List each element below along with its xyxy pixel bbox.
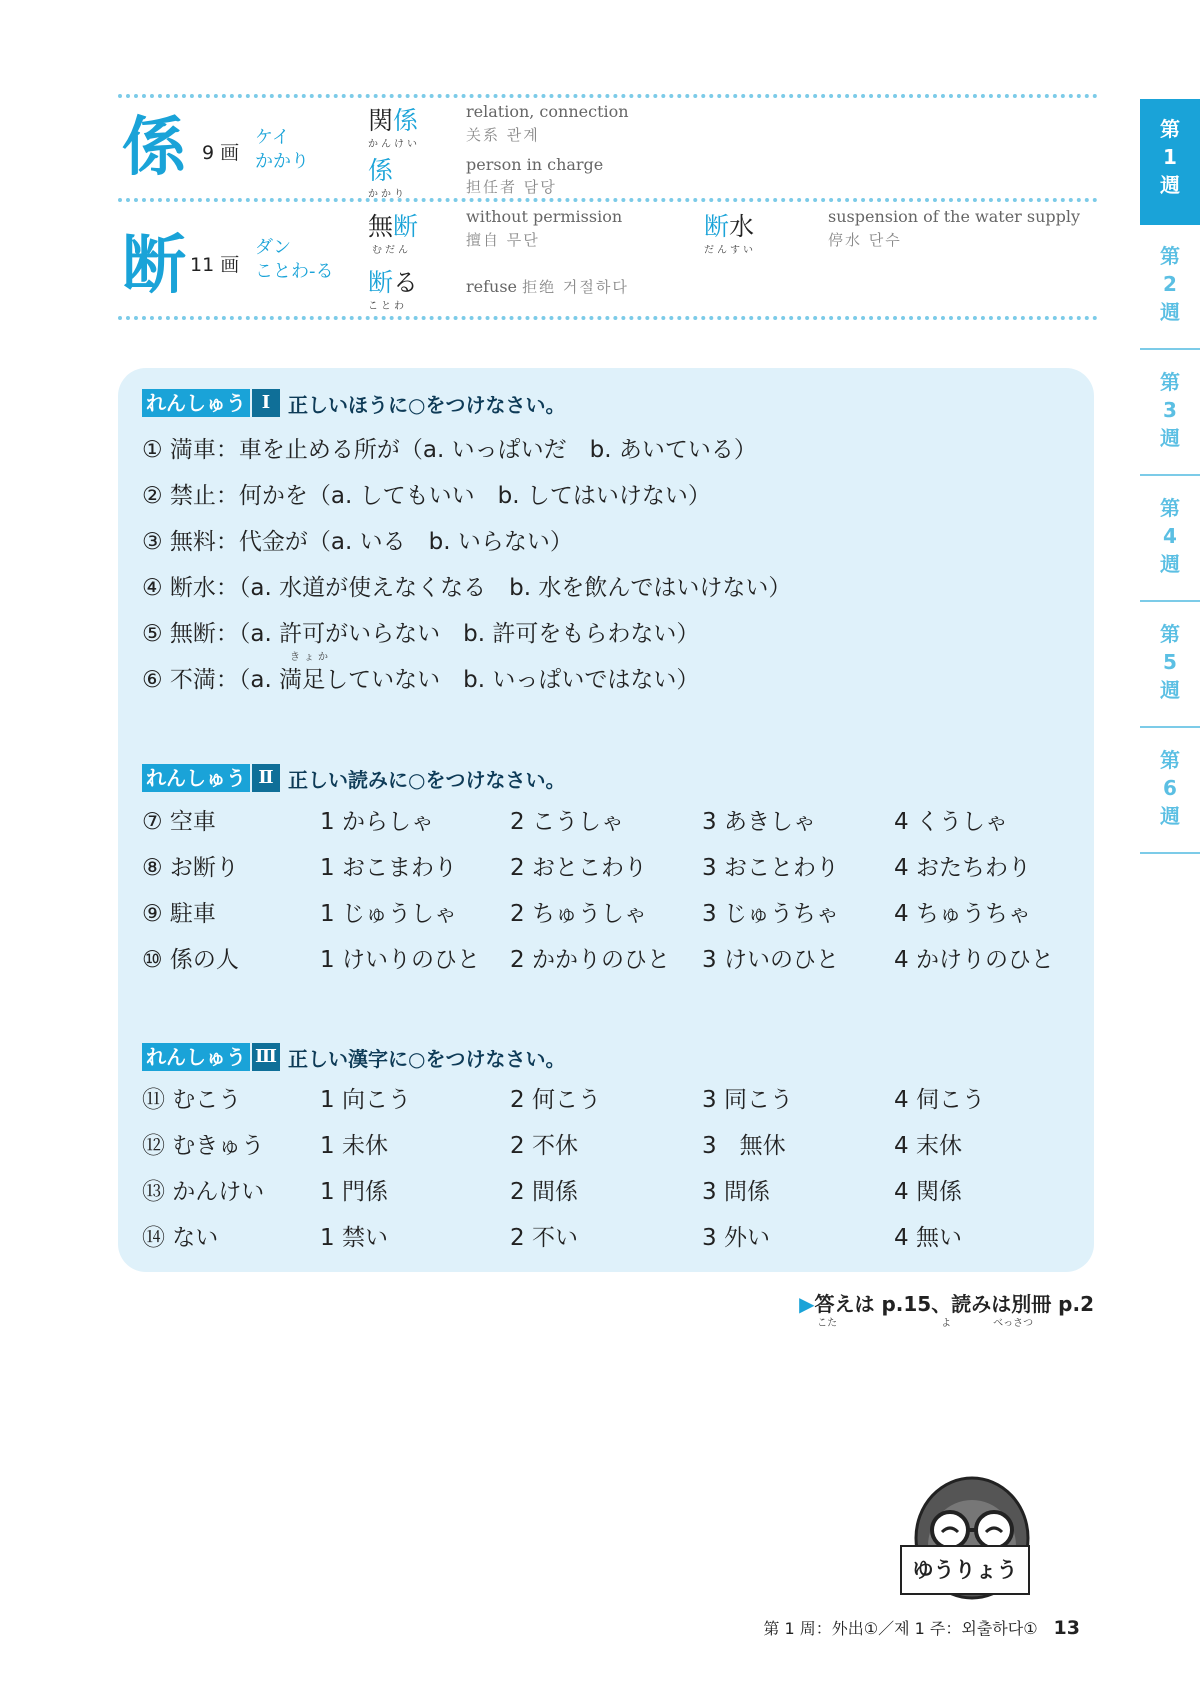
- vocab-english: refuse 拒绝 거절하다: [466, 277, 629, 296]
- question-item[interactable]: ① 満車：車を止める所が（a. いっぱいだ b. あいている）: [142, 437, 757, 463]
- question-row: [142, 1084, 1082, 1116]
- vocab-word: 係: [368, 156, 394, 185]
- vocab-word: 関係: [368, 106, 419, 135]
- answer-option[interactable]: 2 おとこわり: [510, 855, 647, 881]
- question-item[interactable]: ④ 断水：（a. 水道が使えなくなる b. 水を飲んではいけない）: [142, 575, 792, 601]
- answer-option[interactable]: 3 おことわり: [702, 855, 839, 881]
- answer-option[interactable]: 2 かかりのひと: [510, 947, 670, 973]
- question-row: [142, 852, 1082, 884]
- arrow-right-icon: ▶: [799, 1292, 815, 1316]
- answer-furigana: こた: [817, 1318, 838, 1329]
- kanji-char: 係: [122, 111, 186, 185]
- answer-option[interactable]: 1 じゅうしゃ: [320, 901, 457, 927]
- question-furigana: きょか: [290, 652, 332, 663]
- exercise-tag: れんしゅう: [142, 389, 250, 417]
- separator-middle: [118, 198, 1098, 202]
- answer-option[interactable]: 2 不休: [510, 1133, 578, 1159]
- answer-note-text: 答えは p.15、読みは別冊 p.2: [814, 1292, 1094, 1316]
- question-row: [142, 1222, 1082, 1254]
- question-label: ⑫ むきゅう: [142, 1133, 265, 1159]
- answer-option[interactable]: 2 間係: [510, 1179, 578, 1205]
- answer-option[interactable]: 2 不い: [510, 1225, 578, 1251]
- on-reading: ダン: [255, 237, 292, 258]
- tab-week-6[interactable]: 第 6 週: [1140, 730, 1200, 854]
- vocab-furigana: むだん: [372, 245, 411, 256]
- answer-option[interactable]: 4 かけりのひと: [894, 947, 1054, 973]
- answer-option[interactable]: 4 ちゅうちゃ: [894, 901, 1031, 927]
- exercise-1-header: [142, 388, 565, 418]
- answer-option[interactable]: 2 何こう: [510, 1087, 601, 1113]
- exercise-instruction: 正しいほうに○をつけなさい。: [288, 392, 566, 417]
- answer-note[interactable]: [799, 1288, 1094, 1329]
- exercise-number: Ⅱ: [252, 764, 280, 792]
- vocab-furigana: だんすい: [704, 245, 756, 256]
- vocab-word: 断る: [368, 268, 419, 297]
- vocab-english: person in charge: [466, 155, 604, 174]
- answer-option[interactable]: 2 こうしゃ: [510, 809, 624, 835]
- answer-furigana: よ: [941, 1318, 952, 1329]
- tab-week-3[interactable]: 第 3 週: [1140, 352, 1200, 476]
- question-label: ⑬ かんけい: [142, 1179, 265, 1205]
- vocab-chinese-korean: 担任者 담당: [466, 178, 557, 196]
- vocab-furigana: かかり: [368, 189, 407, 200]
- question-label: ⑦ 空車: [142, 809, 216, 835]
- question-row: [142, 1176, 1082, 1208]
- page-number: 13: [1053, 1617, 1080, 1639]
- answer-option[interactable]: 1 おこまわり: [320, 855, 457, 881]
- answer-option[interactable]: 2 ちゅうしゃ: [510, 901, 647, 927]
- question-label: ⑧ お断り: [142, 855, 239, 881]
- question-item[interactable]: ③ 無料：代金が（a. いる b. いらない）: [142, 529, 573, 555]
- answer-option[interactable]: 4 無い: [894, 1225, 962, 1251]
- vocab-english: relation, connection: [466, 102, 629, 121]
- question-label: ⑨ 駐車: [142, 901, 216, 927]
- answer-option[interactable]: 4 くうしゃ: [894, 809, 1008, 835]
- tab-week-2[interactable]: 第 2 週: [1140, 226, 1200, 350]
- tab-week-4[interactable]: 第 4 週: [1140, 478, 1200, 602]
- exercise-number: Ⅲ: [252, 1043, 280, 1071]
- question-item[interactable]: ⑤ 無断：（a. 許可がいらない b. 許可をもらわない）: [142, 621, 700, 647]
- answer-option[interactable]: 4 伺こう: [894, 1087, 985, 1113]
- kun-reading: ことわ-る: [255, 261, 334, 282]
- exercise-instruction: 正しい読みに○をつけなさい。: [288, 767, 566, 792]
- stroke-count: 9 画: [202, 142, 240, 164]
- vocab-english: suspension of the water supply: [828, 207, 1081, 226]
- exercise-instruction: 正しい漢字に○をつけなさい。: [288, 1046, 566, 1071]
- answer-option[interactable]: 4 関係: [894, 1179, 962, 1205]
- answer-option[interactable]: 3 同こう: [702, 1087, 793, 1113]
- kanji-readings: [255, 126, 309, 174]
- question-item[interactable]: ⑥ 不満：（a. 満足していない b. いっぱいではない）: [142, 667, 700, 693]
- exercise-tag: れんしゅう: [142, 1043, 250, 1071]
- vocab-furigana: ことわ: [368, 301, 407, 312]
- exercise-tag: れんしゅう: [142, 764, 250, 792]
- kun-reading: かかり: [255, 151, 309, 172]
- footer-text: 第 1 周：外出①／제 1 주：외출하다①: [763, 1619, 1038, 1638]
- exercise-2-header: [142, 763, 565, 793]
- vocab-furigana: かんけい: [368, 139, 420, 150]
- kanji-readings: [255, 236, 334, 284]
- answer-option[interactable]: 4 おたちわり: [894, 855, 1031, 881]
- question-row: [142, 944, 1082, 976]
- answer-option[interactable]: 4 末休: [894, 1133, 962, 1159]
- exercise-number: Ⅰ: [252, 389, 280, 417]
- question-item[interactable]: ② 禁止：何かを（a. してもいい b. してはいけない）: [142, 483, 711, 509]
- answer-option[interactable]: 3 無休: [702, 1133, 786, 1159]
- answer-option[interactable]: 3 外い: [702, 1225, 770, 1251]
- vocab-word: 断水: [704, 212, 755, 241]
- answer-option[interactable]: 3 問係: [702, 1179, 770, 1205]
- answer-furigana: べっさつ: [993, 1318, 1034, 1329]
- vocab-word: 無断: [368, 212, 419, 241]
- answer-option[interactable]: 1 門係: [320, 1179, 388, 1205]
- exercise-3-header: [142, 1042, 565, 1072]
- question-label: ⑪ むこう: [142, 1087, 242, 1113]
- tab-week-5[interactable]: 第 5 週: [1140, 604, 1200, 728]
- separator-top: [118, 94, 1098, 98]
- stroke-count: 11 画: [190, 254, 240, 276]
- answer-option[interactable]: 1 けいりのひと: [320, 947, 480, 973]
- question-label: ⑭ ない: [142, 1225, 219, 1251]
- answer-option[interactable]: 1 禁い: [320, 1225, 388, 1251]
- tab-week-1[interactable]: 第 1 週: [1140, 99, 1200, 225]
- separator-bottom: [118, 316, 1098, 320]
- answer-option[interactable]: 1 未休: [320, 1133, 388, 1159]
- mascot-sign: ゆうりょう: [900, 1545, 1030, 1595]
- answer-option[interactable]: 1 からしゃ: [320, 809, 434, 835]
- answer-option[interactable]: 3 あきしゃ: [702, 809, 816, 835]
- question-label: ⑩ 係の人: [142, 947, 239, 973]
- vocab-chinese-korean: 关系 관계: [466, 126, 540, 144]
- vocab-english: without permission: [466, 207, 623, 226]
- kanji-char: 断: [122, 229, 186, 303]
- on-reading: ケイ: [255, 127, 290, 148]
- answer-option[interactable]: 3 けいのひと: [702, 947, 839, 973]
- question-row: [142, 898, 1082, 930]
- vocab-chinese-korean: 擅自 무단: [466, 231, 540, 249]
- page-footer: [763, 1616, 1080, 1639]
- question-row: [142, 806, 1082, 838]
- answer-option[interactable]: 3 じゅうちゃ: [702, 901, 839, 927]
- question-row: [142, 1130, 1082, 1162]
- vocab-chinese-korean: 停水 단수: [828, 231, 902, 249]
- answer-option[interactable]: 1 向こう: [320, 1087, 411, 1113]
